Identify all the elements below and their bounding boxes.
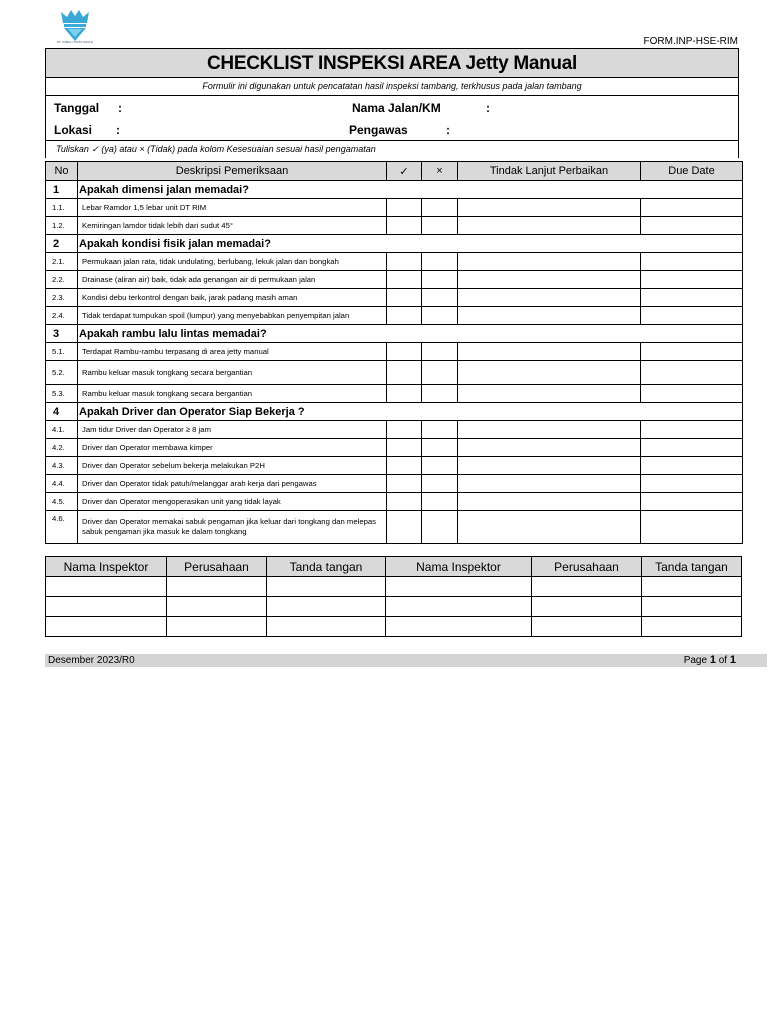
item-number: 5.3. bbox=[46, 385, 78, 403]
item-number: 5.2. bbox=[46, 361, 78, 385]
table-row bbox=[46, 439, 743, 457]
tanda-tangan-cell[interactable] bbox=[642, 597, 742, 617]
table-row bbox=[46, 361, 743, 385]
section-question: Apakah kondisi fisik jalan memadai? bbox=[78, 235, 743, 253]
item-number: 5.1. bbox=[46, 343, 78, 361]
check-ya-cell[interactable] bbox=[387, 385, 422, 403]
check-tidak-cell[interactable] bbox=[422, 493, 458, 511]
col-header-tindak-lanjut: Tindak Lanjut Perbaikan bbox=[458, 162, 641, 181]
check-ya-cell[interactable] bbox=[387, 217, 422, 235]
item-description: Driver dan Operator mengoperasikan unit yang tidak layak bbox=[78, 493, 387, 511]
tindak-lanjut-cell[interactable] bbox=[458, 343, 641, 361]
item-number: 4.6. bbox=[46, 511, 78, 544]
check-tidak-cell[interactable] bbox=[422, 343, 458, 361]
nama-jalan-colon: : bbox=[486, 101, 490, 115]
check-tidak-cell[interactable] bbox=[422, 361, 458, 385]
tindak-lanjut-cell[interactable] bbox=[458, 475, 641, 493]
due-date-cell[interactable] bbox=[641, 307, 743, 325]
tanda-tangan-cell[interactable] bbox=[267, 577, 386, 597]
section-row bbox=[46, 403, 743, 421]
section-row bbox=[46, 235, 743, 253]
tanda-tangan-cell[interactable] bbox=[267, 597, 386, 617]
perusahaan-cell[interactable] bbox=[167, 597, 267, 617]
due-date-cell[interactable] bbox=[641, 511, 743, 544]
table-row bbox=[46, 421, 743, 439]
checklist-table bbox=[45, 161, 743, 544]
item-description: Kondisi debu terkontrol dengan baik, jarak padang masih aman bbox=[78, 289, 387, 307]
item-description: Permukaan jalan rata, tidak undulating, berlubang, lekuk jalan dan bongkah bbox=[78, 253, 387, 271]
section-row bbox=[46, 325, 743, 343]
item-description: Tidak terdapat tumpukan spoil (lumpur) yang menyebabkan penyempitan jalan bbox=[78, 307, 387, 325]
signature-table bbox=[45, 556, 742, 637]
tindak-lanjut-cell[interactable] bbox=[458, 253, 641, 271]
due-date-cell[interactable] bbox=[641, 493, 743, 511]
signature-row bbox=[46, 617, 742, 637]
item-description: Jam tidur Driver dan Operator ≥ 8 jam bbox=[78, 421, 387, 439]
page-number bbox=[684, 654, 736, 667]
perusahaan-cell[interactable] bbox=[532, 577, 642, 597]
tanda-tangan-cell[interactable] bbox=[267, 617, 386, 637]
section-question: Apakah rambu lalu lintas memadai? bbox=[78, 325, 743, 343]
section-number: 1 bbox=[46, 181, 78, 199]
check-ya-cell[interactable] bbox=[387, 289, 422, 307]
section-number: 2 bbox=[46, 235, 78, 253]
due-date-cell[interactable] bbox=[641, 385, 743, 403]
due-date-cell[interactable] bbox=[641, 253, 743, 271]
item-description: Kemiringan lamdor tidak lebih dari sudut 45° bbox=[78, 217, 387, 235]
item-number: 4.1. bbox=[46, 421, 78, 439]
section-question: Apakah dimensi jalan memadai? bbox=[78, 181, 743, 199]
nama-inspektor-cell[interactable] bbox=[386, 597, 532, 617]
tindak-lanjut-cell[interactable] bbox=[458, 439, 641, 457]
lokasi-colon: : bbox=[116, 123, 120, 137]
check-tidak-cell[interactable] bbox=[422, 199, 458, 217]
col-header-ya: ✓ bbox=[387, 162, 422, 181]
check-ya-cell[interactable] bbox=[387, 361, 422, 385]
lokasi-label: Lokasi bbox=[54, 123, 93, 137]
due-date-cell[interactable] bbox=[641, 343, 743, 361]
item-number: 4.2. bbox=[46, 439, 78, 457]
sign-header-nama-inspektor: Nama Inspektor bbox=[46, 557, 167, 577]
form-code: FORM.INP-HSE-RIM bbox=[643, 36, 738, 47]
table-row bbox=[46, 289, 743, 307]
nama-jalan-label: Nama Jalan/KM bbox=[352, 101, 441, 115]
section-number: 3 bbox=[46, 325, 78, 343]
page-total: 1 bbox=[729, 654, 736, 666]
due-date-cell[interactable] bbox=[641, 361, 743, 385]
col-header-due-date: Due Date bbox=[641, 162, 743, 181]
check-tidak-cell[interactable] bbox=[422, 457, 458, 475]
meta-row-1 bbox=[45, 96, 739, 118]
check-ya-cell[interactable] bbox=[387, 439, 422, 457]
pengawas-colon: : bbox=[446, 123, 450, 137]
page-label: Page bbox=[683, 655, 708, 666]
item-number: 1.1. bbox=[46, 199, 78, 217]
item-description: Rambu keluar masuk tongkang secara bergantian bbox=[78, 385, 387, 403]
check-tidak-cell[interactable] bbox=[422, 439, 458, 457]
due-date-cell[interactable] bbox=[641, 475, 743, 493]
col-header-deskripsi: Deskripsi Pemeriksaan bbox=[78, 162, 387, 181]
table-row bbox=[46, 475, 743, 493]
perusahaan-cell[interactable] bbox=[532, 617, 642, 637]
sign-header-tanda-tangan-2: Tanda tangan bbox=[642, 557, 742, 577]
check-tidak-cell[interactable] bbox=[422, 289, 458, 307]
check-tidak-cell[interactable] bbox=[422, 307, 458, 325]
table-row bbox=[46, 253, 743, 271]
check-tidak-cell[interactable] bbox=[422, 421, 458, 439]
due-date-cell[interactable] bbox=[641, 271, 743, 289]
sign-header-nama-inspektor-2: Nama Inspektor bbox=[386, 557, 532, 577]
col-header-no: No bbox=[46, 162, 78, 181]
perusahaan-cell[interactable] bbox=[167, 617, 267, 637]
tindak-lanjut-cell[interactable] bbox=[458, 307, 641, 325]
tanggal-label: Tanggal bbox=[54, 101, 100, 115]
signature-header-row bbox=[46, 557, 742, 577]
signature-row bbox=[46, 597, 742, 617]
tindak-lanjut-cell[interactable] bbox=[458, 361, 641, 385]
page-current: 1 bbox=[709, 654, 716, 666]
item-number: 4.5. bbox=[46, 493, 78, 511]
tindak-lanjut-cell[interactable] bbox=[458, 289, 641, 307]
check-ya-cell[interactable] bbox=[387, 421, 422, 439]
check-tidak-cell[interactable] bbox=[422, 511, 458, 544]
form-subtitle: Formulir ini digunakan untuk pencatatan hasil inspeksi tambang, terkhusus pada jalan tambang bbox=[45, 77, 739, 96]
sign-header-perusahaan-2: Perusahaan bbox=[532, 557, 642, 577]
due-date-cell[interactable] bbox=[641, 199, 743, 217]
perusahaan-cell[interactable] bbox=[532, 597, 642, 617]
check-tidak-cell[interactable] bbox=[422, 253, 458, 271]
check-ya-cell[interactable] bbox=[387, 307, 422, 325]
item-number: 2.1. bbox=[46, 253, 78, 271]
check-ya-cell[interactable] bbox=[387, 253, 422, 271]
page-footer bbox=[45, 654, 767, 667]
item-number: 2.4. bbox=[46, 307, 78, 325]
section-number: 4 bbox=[46, 403, 78, 421]
section-question: Apakah Driver dan Operator Siap Bekerja ? bbox=[78, 403, 743, 421]
tindak-lanjut-cell[interactable] bbox=[458, 199, 641, 217]
tindak-lanjut-cell[interactable] bbox=[458, 457, 641, 475]
table-row bbox=[46, 385, 743, 403]
item-number: 1.2. bbox=[46, 217, 78, 235]
item-number: 4.4. bbox=[46, 475, 78, 493]
check-tidak-cell[interactable] bbox=[422, 385, 458, 403]
tanggal-colon: : bbox=[118, 101, 122, 115]
item-description: Driver dan Operator tidak patuh/melanggar arah kerja dari pengawas bbox=[78, 475, 387, 493]
table-row bbox=[46, 457, 743, 475]
check-ya-cell[interactable] bbox=[387, 199, 422, 217]
sign-header-tanda-tangan: Tanda tangan bbox=[267, 557, 386, 577]
tindak-lanjut-cell[interactable] bbox=[458, 511, 641, 544]
company-logo-icon bbox=[58, 8, 92, 42]
item-number: 2.2. bbox=[46, 271, 78, 289]
tindak-lanjut-cell[interactable] bbox=[458, 421, 641, 439]
table-row bbox=[46, 217, 743, 235]
item-description: Driver dan Operator memakai sabuk pengaman jika keluar dari tongkang dan melepas sabuk pengaman jika masuk ke dalam tongkang bbox=[78, 511, 387, 544]
item-description: Driver dan Operator sebelum bekerja melakukan P2H bbox=[78, 457, 387, 475]
check-ya-cell[interactable] bbox=[387, 511, 422, 544]
check-ya-cell[interactable] bbox=[387, 457, 422, 475]
check-tidak-cell[interactable] bbox=[422, 475, 458, 493]
tindak-lanjut-cell[interactable] bbox=[458, 493, 641, 511]
table-row bbox=[46, 307, 743, 325]
tanda-tangan-cell[interactable] bbox=[642, 577, 742, 597]
page-of: of bbox=[718, 655, 728, 666]
perusahaan-cell[interactable] bbox=[167, 577, 267, 597]
item-number: 2.3. bbox=[46, 289, 78, 307]
item-description: Rambu keluar masuk tongkang secara bergantian bbox=[78, 361, 387, 385]
pengawas-label: Pengawas bbox=[349, 123, 408, 137]
item-description: Driver dan Operator membawa kimper bbox=[78, 439, 387, 457]
table-row bbox=[46, 511, 743, 544]
check-ya-cell[interactable] bbox=[387, 475, 422, 493]
col-header-tidak: × bbox=[422, 162, 458, 181]
due-date-cell[interactable] bbox=[641, 217, 743, 235]
section-row bbox=[46, 181, 743, 199]
table-row bbox=[46, 493, 743, 511]
check-ya-cell[interactable] bbox=[387, 493, 422, 511]
item-description: Drainase (aliran air) baik, tidak ada genangan air di permukaan jalan bbox=[78, 271, 387, 289]
sign-header-perusahaan: Perusahaan bbox=[167, 557, 267, 577]
tindak-lanjut-cell[interactable] bbox=[458, 217, 641, 235]
nama-inspektor-cell[interactable] bbox=[386, 617, 532, 637]
nama-inspektor-cell[interactable] bbox=[46, 577, 167, 597]
form-header bbox=[45, 48, 739, 158]
item-number: 4.3. bbox=[46, 457, 78, 475]
tindak-lanjut-cell[interactable] bbox=[458, 385, 641, 403]
table-row bbox=[46, 343, 743, 361]
nama-inspektor-cell[interactable] bbox=[386, 577, 532, 597]
nama-inspektor-cell[interactable] bbox=[46, 617, 167, 637]
due-date-cell[interactable] bbox=[641, 439, 743, 457]
item-description: Terdapat Rambu-rambu terpasang di area jetty manual bbox=[78, 343, 387, 361]
item-description: Lebar Ramdor 1,5 lebar unit DT RIM bbox=[78, 199, 387, 217]
check-tidak-cell[interactable] bbox=[422, 217, 458, 235]
table-row bbox=[46, 271, 743, 289]
due-date-cell[interactable] bbox=[641, 421, 743, 439]
tanda-tangan-cell[interactable] bbox=[642, 617, 742, 637]
check-ya-cell[interactable] bbox=[387, 271, 422, 289]
check-tidak-cell[interactable] bbox=[422, 271, 458, 289]
table-row bbox=[46, 199, 743, 217]
tindak-lanjut-cell[interactable] bbox=[458, 271, 641, 289]
signature-row bbox=[46, 577, 742, 597]
logo-caption: PT. RIMAU TIRTA INDAH bbox=[56, 40, 94, 44]
due-date-cell[interactable] bbox=[641, 289, 743, 307]
table-header-row bbox=[46, 162, 743, 181]
page-title: CHECKLIST INSPEKSI AREA Jetty Manual bbox=[45, 48, 739, 77]
revision-label: Desember 2023/R0 bbox=[48, 655, 135, 666]
check-ya-cell[interactable] bbox=[387, 343, 422, 361]
instruction-text: Tuliskan ✓ (ya) atau × (Tidak) pada kolom Kesesuaian sesuai hasil pengamatan bbox=[45, 141, 739, 158]
due-date-cell[interactable] bbox=[641, 457, 743, 475]
nama-inspektor-cell[interactable] bbox=[46, 597, 167, 617]
meta-row-2 bbox=[45, 118, 739, 141]
